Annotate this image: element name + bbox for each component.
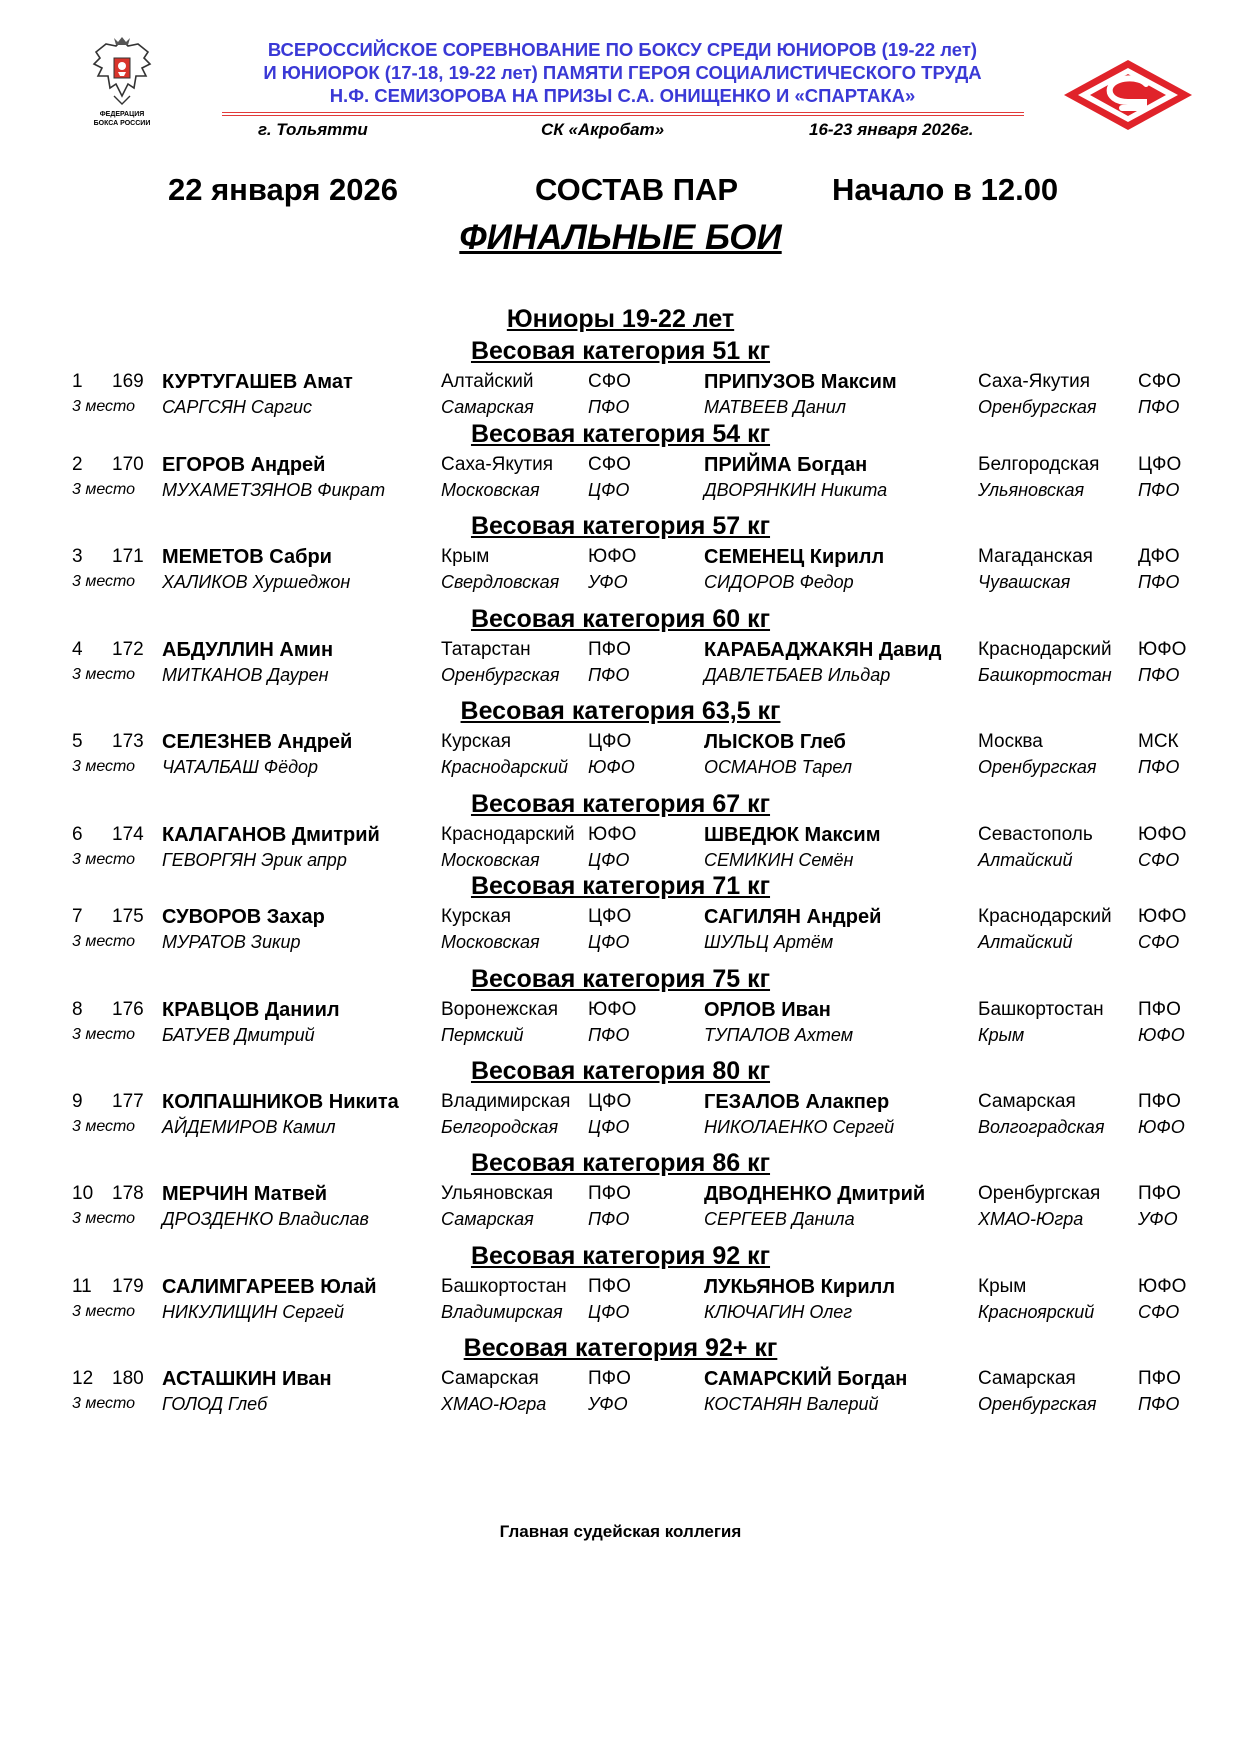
weight-category-title: Весовая категория 92+ кг (463, 1334, 778, 1362)
third-place-label: 3 место (72, 933, 136, 950)
third-place-opponent-district: СФО (1138, 1302, 1180, 1322)
third-place-boxer-name: САРГСЯН Саргис (162, 397, 312, 417)
final-bout-row (0, 999, 1241, 1021)
third-place-label: 3 место (72, 398, 136, 415)
third-place-opponent-name: КОСТАНЯН Валерий (704, 1394, 879, 1414)
bout-id: 172 (112, 639, 144, 660)
third-place-boxer-district: ЦФО (588, 932, 630, 952)
opponent-region: Белгородская (978, 454, 1100, 475)
bout-number: 5 (72, 731, 83, 752)
third-place-opponent-district: СФО (1138, 932, 1180, 952)
boxer-name: ЕГОРОВ Андрей (162, 454, 326, 476)
opponent-name: ЛУКЬЯНОВ Кирилл (704, 1276, 896, 1298)
third-place-boxer-district: ПФО (588, 397, 630, 417)
bout-id: 169 (112, 371, 144, 392)
opponent-district: ДФО (1138, 546, 1180, 567)
third-place-label: 3 место (72, 851, 136, 868)
boxer-region: Башкортостан (441, 1276, 567, 1297)
third-place-opponent-name: ТУПАЛОВ Ахтем (704, 1025, 854, 1045)
third-place-label: 3 место (72, 1026, 136, 1043)
third-place-label: 3 место (72, 1303, 136, 1320)
third-place-boxer-name: МУРАТОВ Зикир (162, 932, 301, 952)
third-place-opponent-region: Чувашская (978, 572, 1071, 592)
dates: 16-23 января 2026г. (809, 120, 974, 139)
third-place-label: 3 место (72, 573, 136, 590)
third-place-opponent-district: ПФО (1138, 572, 1180, 592)
boxer-name: КАЛАГАНОВ Дмитрий (162, 824, 380, 846)
weight-category-title: Весовая категория 51 кг (470, 337, 771, 365)
opponent-name: ГЕЗАЛОВ Алакпер (704, 1091, 890, 1113)
third-place-label: 3 место (72, 758, 136, 775)
third-place-row (0, 1024, 1241, 1046)
third-place-opponent-region: Оренбургская (978, 1394, 1097, 1414)
bout-number: 9 (72, 1091, 83, 1112)
third-place-opponent-district: УФО (1138, 1209, 1178, 1229)
bout-number: 4 (72, 639, 83, 660)
header-divider-bottom (222, 115, 1024, 116)
third-place-row (0, 664, 1241, 686)
third-place-opponent-region: Башкортостан (978, 665, 1112, 685)
third-place-boxer-region: Московская (441, 480, 540, 500)
weight-category-title: Весовая категория 71 кг (470, 872, 771, 900)
opponent-name: ШВЕДЮК Максим (704, 824, 881, 846)
third-place-opponent-region: ХМАО-Югра (978, 1209, 1084, 1229)
start-time: Начало в 12.00 (832, 172, 1059, 207)
third-place-opponent-name: НИКОЛАЕНКО Сергей (704, 1117, 895, 1137)
federation-caption-1: ФЕДЕРАЦИЯ (99, 111, 145, 118)
final-bout-row (0, 1183, 1241, 1205)
opponent-name: САГИЛЯН Андрей (704, 906, 882, 928)
weight-category-title: Весовая категория 54 кг (470, 420, 771, 448)
bout-id: 177 (112, 1091, 144, 1112)
eagle-emblem-icon (92, 36, 152, 110)
opponent-district: МСК (1138, 731, 1179, 752)
third-place-row (0, 396, 1241, 418)
weight-category-title: Весовая категория 75 кг (470, 965, 771, 993)
city: г. Тольятти (258, 120, 368, 139)
opponent-district: ПФО (1138, 1091, 1181, 1112)
opponent-district: ЮФО (1138, 639, 1187, 660)
third-place-boxer-district: ПФО (588, 1209, 630, 1229)
third-place-boxer-region: Владимирская (441, 1302, 563, 1322)
third-place-boxer-district: ЦФО (588, 1302, 630, 1322)
weight-category-title: Весовая категория 80 кг (470, 1057, 771, 1085)
bout-id: 174 (112, 824, 144, 845)
third-place-boxer-district: ПФО (588, 665, 630, 685)
boxer-region: Крым (441, 546, 490, 567)
third-place-opponent-district: ПФО (1138, 757, 1180, 777)
opponent-region: Оренбургская (978, 1183, 1101, 1204)
opponent-district: ПФО (1138, 1368, 1181, 1389)
boxer-district: ПФО (588, 1368, 631, 1389)
opponent-region: Магаданская (978, 546, 1093, 567)
third-place-row (0, 849, 1241, 871)
boxer-name: АБДУЛЛИН Амин (162, 639, 334, 661)
bout-number: 11 (72, 1276, 92, 1297)
third-place-opponent-name: ДВОРЯНКИН Никита (704, 480, 888, 500)
final-bout-row (0, 1091, 1241, 1113)
third-place-opponent-district: ПФО (1138, 1394, 1180, 1414)
final-bout-row (0, 1368, 1241, 1390)
boxer-region: Самарская (441, 1368, 539, 1389)
bout-number: 10 (72, 1183, 94, 1204)
third-place-boxer-name: ЧАТАЛБАШ Фёдор (162, 757, 319, 777)
bout-number: 8 (72, 999, 83, 1020)
boxer-district: ЦФО (588, 731, 632, 752)
third-place-opponent-region: Крым (978, 1025, 1025, 1045)
third-place-opponent-district: ЮФО (1138, 1025, 1185, 1045)
third-place-boxer-region: Свердловская (441, 572, 560, 592)
opponent-region: Крым (978, 1276, 1027, 1297)
bout-id: 180 (112, 1368, 144, 1389)
boxer-name: САЛИМГАРЕЕВ Юлай (162, 1276, 377, 1298)
third-place-row (0, 931, 1241, 953)
spartak-logo (1062, 58, 1194, 137)
third-place-row (0, 1116, 1241, 1138)
event-date: 22 января 2026 (168, 172, 398, 207)
age-group-title: Юниоры 19-22 лет (506, 305, 735, 333)
third-place-opponent-name: ШУЛЬЦ Артём (704, 932, 834, 952)
third-place-opponent-region: Волгоградская (978, 1117, 1105, 1137)
bout-id: 173 (112, 731, 144, 752)
opponent-region: Самарская (978, 1091, 1076, 1112)
header-divider-top (222, 112, 1024, 113)
third-place-opponent-district: ПФО (1138, 480, 1180, 500)
third-place-boxer-region: Белгородская (441, 1117, 559, 1137)
opponent-district: ЮФО (1138, 824, 1187, 845)
opponent-region: Краснодарский (978, 906, 1112, 927)
boxer-region: Курская (441, 731, 512, 752)
bout-number: 7 (72, 906, 83, 927)
boxer-district: ЮФО (588, 824, 637, 845)
third-place-boxer-region: ХМАО-Югра (441, 1394, 547, 1414)
boxer-district: ПФО (588, 1276, 631, 1297)
competition-title (200, 38, 1045, 107)
third-place-boxer-region: Самарская (441, 1209, 534, 1229)
third-place-opponent-name: СИДОРОВ Федор (704, 572, 854, 592)
opponent-region: Самарская (978, 1368, 1076, 1389)
federation-logo (86, 36, 158, 128)
weight-category-title: Весовая категория 86 кг (470, 1149, 771, 1177)
third-place-boxer-region: Московская (441, 932, 540, 952)
third-place-opponent-district: СФО (1138, 850, 1180, 870)
bout-id: 179 (112, 1276, 144, 1297)
third-place-boxer-district: ПФО (588, 1025, 630, 1045)
boxer-name: КРАВЦОВ Даниил (162, 999, 340, 1021)
weight-category-title: Весовая категория 63,5 кг (460, 697, 781, 725)
opponent-name: ОРЛОВ Иван (704, 999, 831, 1021)
third-place-boxer-region: Пермский (441, 1025, 524, 1045)
third-place-boxer-region: Краснодарский (441, 757, 569, 777)
third-place-boxer-region: Оренбургская (441, 665, 560, 685)
third-place-boxer-name: МУХАМЕТЗЯНОВ Фикрат (162, 480, 386, 500)
final-bout-row (0, 546, 1241, 568)
weight-category-title: Весовая категория 60 кг (470, 605, 771, 633)
opponent-region: Москва (978, 731, 1043, 752)
boxer-name: КУРТУГАШЕВ Амат (162, 371, 353, 393)
final-bout-row (0, 731, 1241, 753)
third-place-boxer-district: ЦФО (588, 480, 630, 500)
boxer-district: СФО (588, 454, 631, 475)
third-place-boxer-name: ГЕВОРГЯН Эрик апрр (162, 850, 347, 870)
third-place-opponent-district: ПФО (1138, 665, 1180, 685)
third-place-opponent-region: Алтайский (978, 850, 1073, 870)
bout-id: 175 (112, 906, 144, 927)
boxer-region: Алтайский (441, 371, 534, 392)
boxer-district: ПФО (588, 1183, 631, 1204)
third-place-opponent-region: Оренбургская (978, 397, 1097, 417)
boxer-region: Краснодарский (441, 824, 575, 845)
third-place-row (0, 1393, 1241, 1415)
third-place-label: 3 место (72, 666, 136, 683)
boxer-district: ЦФО (588, 1091, 632, 1112)
third-place-label: 3 место (72, 481, 136, 498)
bout-number: 3 (72, 546, 83, 567)
third-place-opponent-region: Красноярский (978, 1302, 1095, 1322)
boxer-district: ЦФО (588, 906, 632, 927)
opponent-name: САМАРСКИЙ Богдан (704, 1368, 908, 1390)
third-place-opponent-name: КЛЮЧАГИН Олег (704, 1302, 853, 1322)
opponent-name: ЛЫСКОВ Глеб (704, 731, 846, 753)
bout-number: 6 (72, 824, 83, 845)
third-place-opponent-region: Алтайский (978, 932, 1073, 952)
third-place-opponent-name: СЕМИКИН Семён (704, 850, 854, 870)
boxer-name: СЕЛЕЗНЕВ Андрей (162, 731, 353, 753)
third-place-boxer-name: НИКУЛИЩИН Сергей (162, 1302, 345, 1322)
opponent-region: Краснодарский (978, 639, 1112, 660)
weight-category-title: Весовая категория 92 кг (470, 1242, 771, 1270)
boxer-district: ЮФО (588, 546, 637, 567)
boxer-name: КОЛПАШНИКОВ Никита (162, 1091, 399, 1113)
boxer-name: МЕМЕТОВ Сабри (162, 546, 332, 568)
bout-id: 176 (112, 999, 144, 1020)
third-place-boxer-name: ДРОЗДЕНКО Владислав (162, 1209, 369, 1229)
third-place-opponent-district: ПФО (1138, 397, 1180, 417)
third-place-opponent-region: Оренбургская (978, 757, 1097, 777)
third-place-row (0, 756, 1241, 778)
third-place-boxer-district: УФО (588, 1394, 628, 1414)
weight-category-title: Весовая категория 57 кг (470, 512, 771, 540)
third-place-row (0, 1301, 1241, 1323)
third-place-boxer-district: УФО (588, 572, 628, 592)
third-place-opponent-name: ДАВЛЕТБАЕВ Ильдар (704, 665, 891, 685)
final-bout-row (0, 371, 1241, 393)
venue: СК «Акробат» (541, 120, 665, 139)
third-place-boxer-region: Московская (441, 850, 540, 870)
opponent-name: ДВОДНЕНКО Дмитрий (704, 1183, 926, 1205)
boxer-region: Ульяновская (441, 1183, 554, 1204)
final-bout-row (0, 454, 1241, 476)
bout-number: 1 (72, 371, 83, 392)
opponent-district: СФО (1138, 371, 1181, 392)
opponent-district: ЮФО (1138, 1276, 1187, 1297)
boxer-region: Татарстан (441, 639, 531, 660)
third-place-boxer-name: БАТУЕВ Дмитрий (162, 1025, 315, 1045)
final-bouts-title: ФИНАЛЬНЫЕ БОИ (459, 218, 782, 257)
third-place-label: 3 место (72, 1395, 136, 1412)
competition-title-line-3: Н.Ф. СЕМИЗОРОВА НА ПРИЗЫ С.А. ОНИЩЕНКО И «СПАРТАКА» (329, 85, 916, 106)
competition-title-line-2: И ЮНИОРОК (17-18, 19-22 лет) ПАМЯТИ ГЕРОЯ СОЦИАЛИСТИЧЕСКОГО ТРУДА (263, 62, 982, 83)
third-place-boxer-district: ЮФО (588, 757, 635, 777)
third-place-opponent-name: МАТВЕЕВ Данил (704, 397, 846, 417)
boxer-district: ЮФО (588, 999, 637, 1020)
third-place-row (0, 1208, 1241, 1230)
boxer-name: СУВОРОВ Захар (162, 906, 325, 928)
boxer-region: Саха-Якутия (441, 454, 554, 475)
opponent-district: ПФО (1138, 1183, 1181, 1204)
third-place-boxer-name: ГОЛОД Глеб (162, 1394, 268, 1414)
third-place-opponent-region: Ульяновская (978, 480, 1085, 500)
opponent-district: ЮФО (1138, 906, 1187, 927)
boxer-region: Курская (441, 906, 512, 927)
competition-title-line-1: ВСЕРОССИЙСКОЕ СОРЕВНОВАНИЕ ПО БОКСУ СРЕДИ ЮНИОРОВ (19-22 лет) (267, 39, 978, 60)
bout-id: 170 (112, 454, 144, 475)
opponent-district: ПФО (1138, 999, 1181, 1020)
third-place-boxer-district: ЦФО (588, 1117, 630, 1137)
third-place-boxer-name: МИТКАНОВ Даурен (162, 665, 329, 685)
third-place-boxer-district: ЦФО (588, 850, 630, 870)
boxer-region: Воронежская (441, 999, 559, 1020)
boxer-region: Владимирская (441, 1091, 571, 1112)
boxer-name: АСТАШКИН Иван (162, 1368, 332, 1390)
opponent-name: ПРИПУЗОВ Максим (704, 371, 897, 393)
opponent-region: Башкортостан (978, 999, 1104, 1020)
opponent-name: КАРАБАДЖАКЯН Давид (704, 639, 942, 661)
page-title: СОСТАВ ПАР (535, 172, 739, 207)
boxer-district: СФО (588, 371, 631, 392)
final-bout-row (0, 1276, 1241, 1298)
boxer-district: ПФО (588, 639, 631, 660)
opponent-region: Севастополь (978, 824, 1093, 845)
bout-number: 12 (72, 1368, 94, 1389)
bout-number: 2 (72, 454, 83, 475)
third-place-row (0, 571, 1241, 593)
third-place-opponent-district: ЮФО (1138, 1117, 1185, 1137)
third-place-boxer-region: Самарская (441, 397, 534, 417)
third-place-opponent-name: СЕРГЕЕВ Данила (704, 1209, 855, 1229)
third-place-label: 3 место (72, 1118, 136, 1135)
chief-judges-signature: Главная судейская коллегия (499, 1522, 742, 1541)
third-place-boxer-name: ХАЛИКОВ Хуршеджон (162, 572, 351, 592)
third-place-boxer-name: АЙДЕМИРОВ Камил (162, 1117, 336, 1137)
opponent-region: Саха-Якутия (978, 371, 1091, 392)
final-bout-row (0, 824, 1241, 846)
spartak-diamond-icon (1062, 58, 1194, 132)
opponent-district: ЦФО (1138, 454, 1182, 475)
third-place-opponent-name: ОСМАНОВ Тарел (704, 757, 852, 777)
bout-id: 178 (112, 1183, 144, 1204)
boxer-name: МЕРЧИН Матвей (162, 1183, 328, 1205)
final-bout-row (0, 639, 1241, 661)
weight-category-title: Весовая категория 67 кг (470, 790, 771, 818)
third-place-label: 3 место (72, 1210, 136, 1227)
federation-caption-2: БОКСА РОССИИ (93, 120, 151, 127)
opponent-name: СЕМЕНЕЦ Кирилл (704, 546, 885, 568)
final-bout-row (0, 906, 1241, 928)
opponent-name: ПРИЙМА Богдан (704, 454, 868, 476)
bout-id: 171 (112, 546, 144, 567)
third-place-row (0, 479, 1241, 501)
